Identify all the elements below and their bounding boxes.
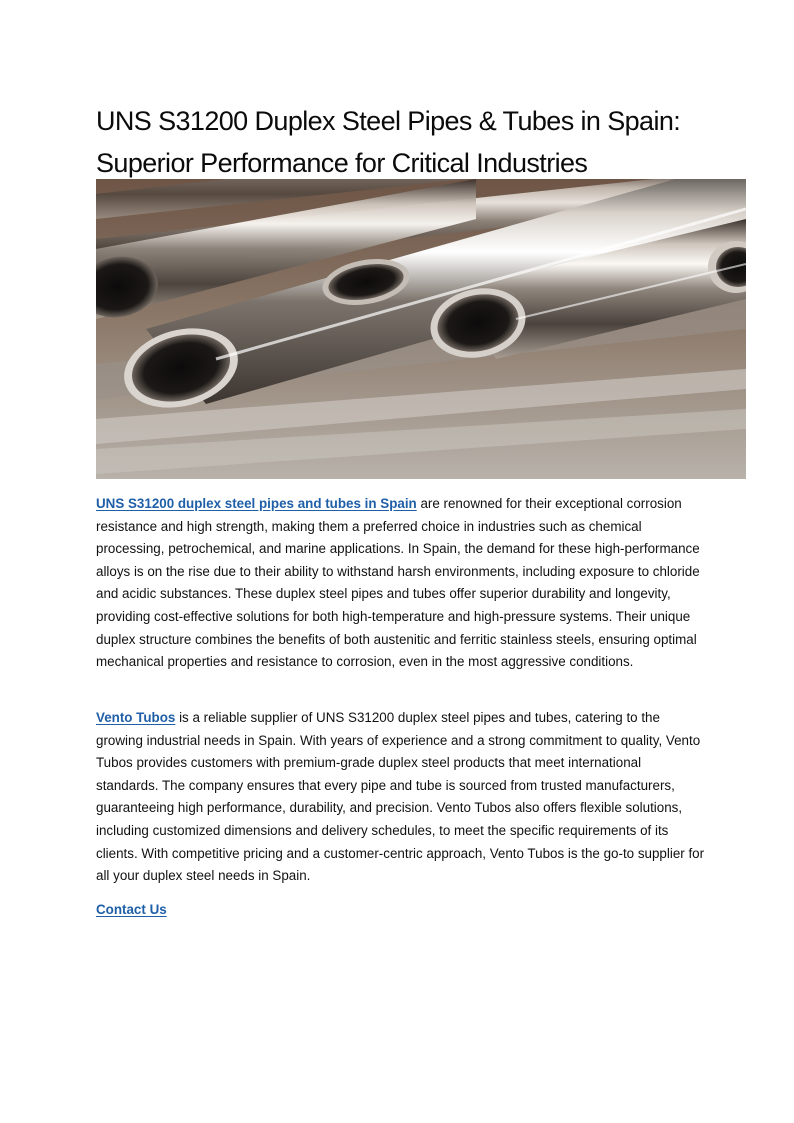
product-link[interactable]: UNS S31200 duplex steel pipes and tubes in Spain [96, 496, 417, 511]
vento-tubos-link[interactable]: Vento Tubos [96, 710, 176, 725]
page-title [96, 100, 736, 184]
contact-us-link[interactable]: Contact Us [96, 902, 167, 917]
contact-section [96, 899, 167, 921]
title-line-1: UNS S31200 Duplex Steel Pipes & Tubes in Spain: [96, 106, 681, 136]
intro-paragraph [96, 493, 706, 674]
hero-image-steel-pipes [96, 179, 746, 479]
supplier-paragraph [96, 707, 706, 888]
title-line-2: Superior Performance for Critical Industries [96, 148, 588, 178]
supplier-paragraph-text: is a reliable supplier of UNS S31200 duplex steel pipes and tubes, catering to the growing industrial needs in Spain. With years of experience and a strong commitment to quality, Vento Tubos provides customers with premium-grade duplex steel products that meet international standards. The company ensures that every pipe and tube is sourced from trusted manufacturers, guaranteeing high performance, durability, and precision. Vento Tubos also offers flexible solutions, including customized dimensions and delivery schedules, to meet the specific requirements of its clients. With competitive pricing and a customer-centric approach, Vento Tubos is the go-to supplier for all your duplex steel needs in Spain. [96, 710, 705, 884]
intro-paragraph-text: are renowned for their exceptional corrosion resistance and high strength, making them a preferred choice in industries such as chemical processing, petrochemical, and marine applications. In Spain, the demand for these high-performance alloys is on the rise due to their ability to withstand harsh environments, including exposure to chloride and acidic substances. These duplex steel pipes and tubes offer superior durability and longevity, providing cost-effective solutions for both high-temperature and high-pressure systems. Their unique duplex structure combines the benefits of both austenitic and ferritic stainless steels, ensuring optimal mechanical properties and resistance to corrosion, even in the most aggressive conditions. [96, 496, 700, 670]
